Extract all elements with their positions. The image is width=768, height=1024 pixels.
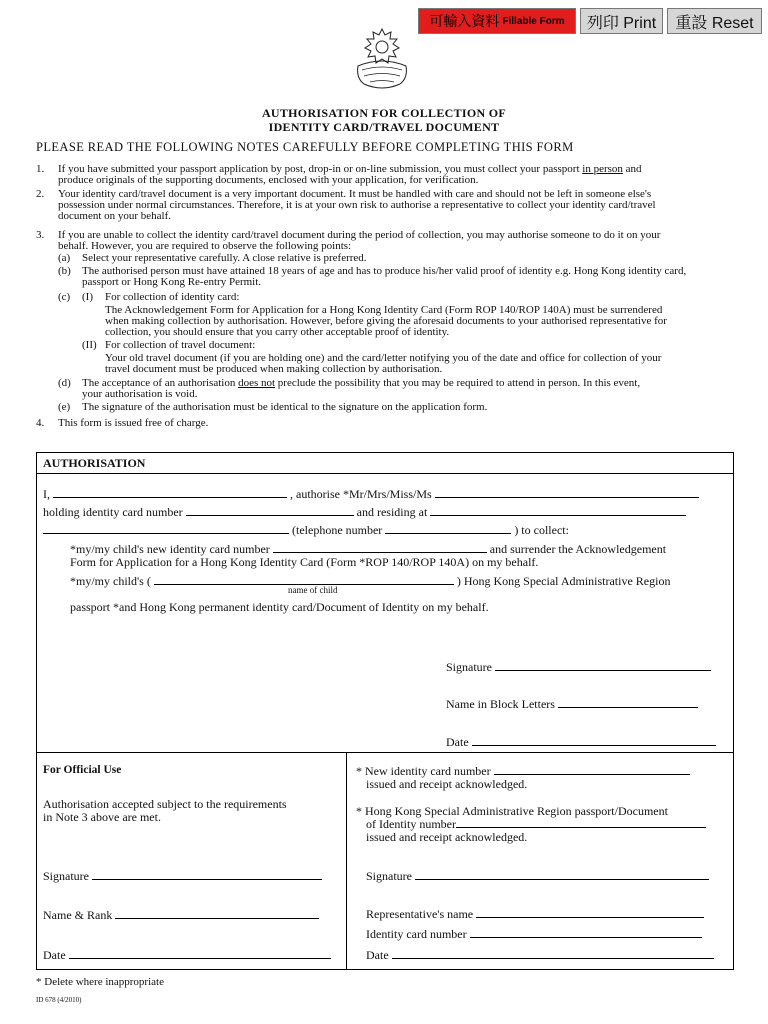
note-3a: Select your representative carefully. A close relative is preferred. [82, 252, 367, 264]
official-accept-line1: Authorisation accepted subject to the requirements [43, 797, 287, 811]
auth-line-4: *my/my child's new identity card number and surrender the Acknowledgement [70, 542, 667, 556]
address-continued-field[interactable] [43, 522, 289, 534]
note-3b-line2: passport or Hong Kong Re-entry Permit. [82, 276, 262, 288]
note-3c-II-line2: travel document must be produced when making collection by authorisation. [105, 363, 443, 375]
note-2-line1: Your identity card/travel document is a very important document. It must be handled with care and should not be left in someone else's [58, 188, 652, 200]
note-1-line2: produce originals of the supporting documents, enclosed with your application, for verification. [58, 174, 479, 186]
auth-line-1: I, , authorise *Mr/Mrs/Miss/Ms [43, 486, 699, 502]
applicant-name-field[interactable] [53, 486, 287, 498]
note-3d-line2: your authorisation is void. [82, 388, 198, 400]
note-2-line3: document on your behalf. [58, 210, 172, 222]
fillable-form-button[interactable] [418, 8, 576, 34]
hksar-emblem-icon [352, 26, 412, 92]
right-id-number-field[interactable] [470, 926, 702, 938]
fillable-en-label: Fillable Form [502, 15, 565, 27]
child-name-field[interactable] [154, 573, 454, 585]
instruction-heading: PLEASE READ THE FOLLOWING NOTES CAREFULLY BEFORE COMPLETING THIS FORM [36, 140, 574, 154]
note-3-line1: If you are unable to collect the identity card/travel document during the period of collection, you may authorise someone to do it on your [58, 229, 661, 241]
auth-signature-field[interactable] [495, 659, 711, 671]
form-title-line1: AUTHORISATION FOR COLLECTION OF [261, 106, 507, 120]
auth-date-row: Date [446, 734, 716, 750]
auth-block-letters-field[interactable] [558, 696, 698, 708]
auth-block-letters-row: Name in Block Letters [446, 696, 698, 712]
right-new-id-field[interactable] [494, 763, 690, 775]
official-name-rank-row: Name & Rank [43, 907, 319, 923]
official-date-field[interactable] [69, 947, 331, 959]
right-passport-number-field[interactable] [456, 816, 706, 828]
auth-line-6: *my/my child's ( ) Hong Kong Special Administrative Region [70, 574, 671, 588]
right-passport-row2: of Identity number [366, 816, 706, 832]
note-3-line2: behalf. However, you are required to observe the following points: [58, 240, 352, 252]
note-3c-I-line1: The Acknowledgement Form for Application for a Hong Kong Identity Card (Form ROP 140/ROP 140A) must be surrendered [105, 304, 663, 316]
official-accept-line2: in Note 3 above are met. [43, 810, 161, 824]
right-date-row: Date [366, 947, 714, 963]
official-divider [346, 752, 347, 970]
delete-note: * Delete where inappropriate [36, 976, 164, 988]
note-3c-I-line3: collection, you should ensure that you carry other acceptable proof of identity. [105, 326, 450, 338]
note-3c-I-heading: For collection of identity card: [105, 291, 240, 303]
note-3d-line1: The acceptance of an authorisation does not preclude the possibility that you may be required to attend in person. In this event, [82, 377, 641, 389]
print-button[interactable]: 列印 Print [580, 8, 663, 34]
official-date-row: Date [43, 947, 331, 963]
note-3c-I-line2: when making collection by authorisation. However, before giving the aforesaid documents to your authorised representative for [105, 315, 667, 327]
official-signature-row: Signature [43, 868, 322, 884]
reset-button[interactable]: 重設 Reset [667, 8, 762, 34]
note-4: This form is issued free of charge. [58, 417, 209, 429]
note-3c-II-heading: For collection of travel document: [105, 339, 256, 351]
auth-date-field[interactable] [472, 734, 716, 746]
note-3e: The signature of the authorisation must be identical to the signature on the application form. [82, 401, 488, 413]
representative-name-field[interactable] [435, 486, 699, 498]
auth-signature-row: Signature [446, 659, 711, 675]
right-id-number-row: Identity card number [366, 926, 702, 942]
right-passport-row1: * Hong Kong Special Administrative Region passport/Document [356, 804, 668, 818]
form-title-line2: IDENTITY CARD/TRAVEL DOCUMENT [268, 120, 500, 134]
right-rep-name-row: Representative's name [366, 906, 704, 922]
form-code: ID 678 (4/2010) [36, 996, 82, 1004]
right-new-id-issued: issued and receipt acknowledged. [366, 777, 528, 791]
note-1-line1: If you have submitted your passport application by post, drop-in or on-line submission, you must collect your passport in person and [58, 163, 642, 175]
new-id-number-field[interactable] [273, 541, 487, 553]
official-use-heading: For Official Use [43, 764, 122, 776]
child-name-caption: name of child [288, 585, 338, 595]
auth-line-7: passport *and Hong Kong permanent identity card/Document of Identity on my behalf. [70, 600, 489, 614]
telephone-field[interactable] [385, 522, 511, 534]
note-3b-line1: The authorised person must have attained 18 years of age and has to produce his/her valid proof of identity e.g. Hong Kong identity card, [82, 265, 687, 277]
note-2-line2: possession under normal circumstances. Therefore, it is at your own risk to authorise a representative to collect your identity card/travel [58, 199, 656, 211]
right-rep-name-field[interactable] [476, 906, 704, 918]
right-new-id-row: * New identity card number [356, 763, 690, 779]
auth-line-3: (telephone number ) to collect: [43, 522, 569, 538]
fillable-cn-label: 可輸入資料 [429, 15, 500, 30]
representative-address-field[interactable] [430, 504, 686, 516]
right-signature-row: Signature [366, 868, 709, 884]
notes-section: 1. If you have submitted your passport application by post, drop-in or on-line submission, you must collect your passport in person and produce originals of the supporting documents, enclosed with your application, for verification. 2. Your identity card/travel document is a very important document. It must be handled with care and should not be left in someone else's possession under normal circumstances. Therefore, it is at your own risk to authorise a representative to collect your identity card/travel document on your behalf. 3. If you are unable to collect the identity card/travel document during the period of collection, you may authorise someone to do it on your behalf. However, you are required to observe the following points: (a) Select your representative carefully. A close relative is preferred. (b) The authorised person must have attained 18 years of age and has to produce his/her valid proof of identity e.g. Hong Kong identity card, passport or Hong Kong Re-entry Permit. (c) (I) For collection of identity card: The Acknowledgement Form for Application for a Hong Kong Identity Card (Form ROP 140/ROP 140A) must be surrendered when making collection by authorisation. However, before giving the aforesaid documents to your authorised representative for collection, you should ensure that you carry other acceptable proof of identity. (II) For collection of travel document: Your old travel document (if you are holding one) and the card/letter notifying you of the date and office for collection of your travel document must be produced when making collection by authorisation. (d) The acceptance of an authorisation does not preclude the possibility that you may be required to attend in person. In this event, your authorisation is void. (e) The signature of the authorisation must be identical to the signature on the application form. 4. This form is issued free of charge. [36, 164, 736, 434]
official-name-rank-field[interactable] [115, 907, 319, 919]
right-signature-field[interactable] [415, 868, 709, 880]
note-3c-II-line1: Your old travel document (if you are holding one) and the card/letter notifying you of the date and office for collection of your [105, 352, 662, 364]
right-passport-issued: issued and receipt acknowledged. [366, 830, 528, 844]
official-signature-field[interactable] [92, 868, 322, 880]
auth-line-2: holding identity card number and residing at [43, 504, 686, 520]
right-date-field[interactable] [392, 947, 714, 959]
auth-line-5: Form for Application for a Hong Kong Identity Card (Form *ROP 140/ROP 140A) on my behalf. [70, 555, 539, 569]
representative-id-field[interactable] [186, 504, 354, 516]
authorisation-heading: AUTHORISATION [43, 456, 146, 470]
